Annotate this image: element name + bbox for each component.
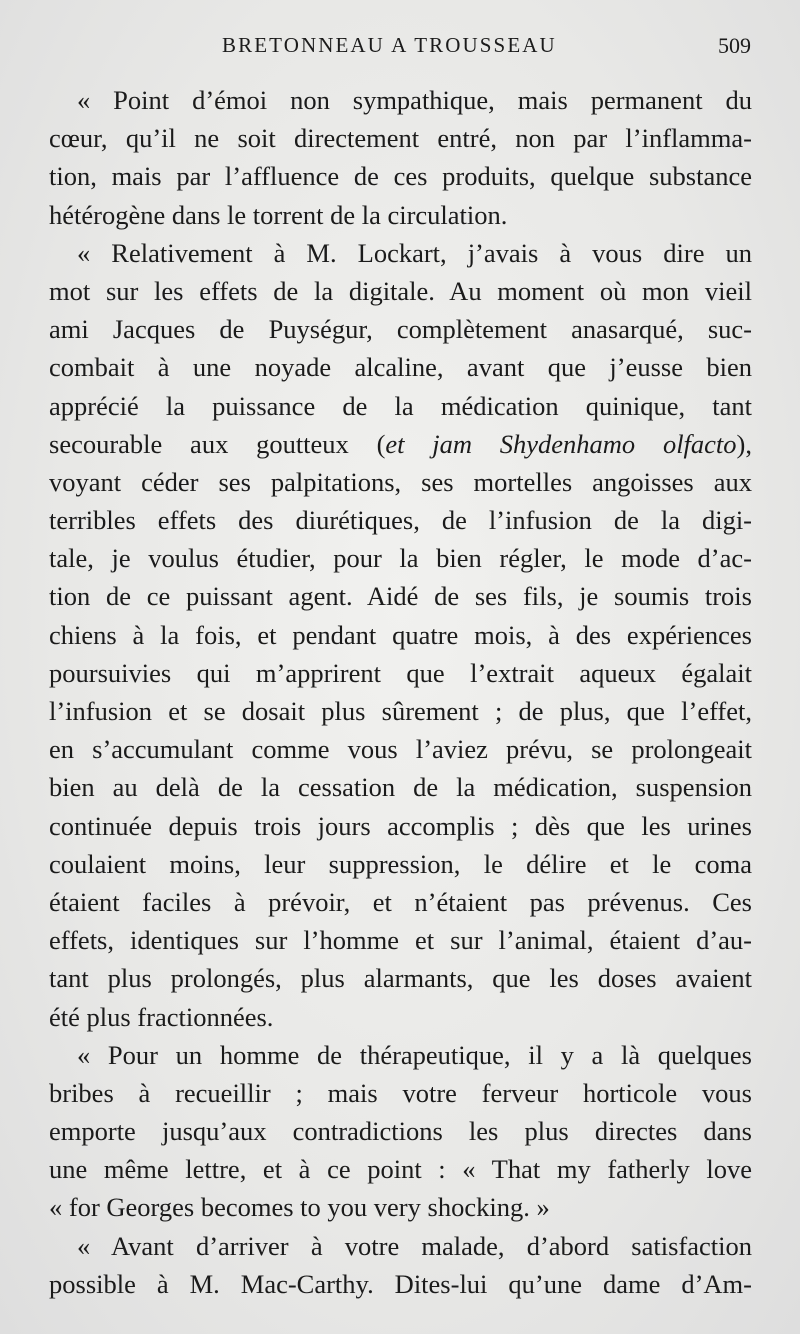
text-segment: ), (736, 428, 752, 459)
running-title: BRETONNEAU A TROUSSEAU (222, 33, 557, 57)
text-line: tale, je voulus étudier, pour la bien régler, le mode d’ac- (49, 543, 752, 574)
body-text (49, 81, 752, 1303)
text-line: bien au delà de la cessation de la médication, suspension (49, 772, 752, 803)
text-line: poursuivies qui m’apprirent que l’extrait aqueux égalait (49, 657, 752, 688)
text-line: hétérogène dans le torrent de la circulation. (49, 199, 508, 230)
text-line: effets, identiques sur l’homme et sur l’animal, étaient d’au- (49, 925, 752, 956)
text-line: tion de ce puissant agent. Aidé de ses fils, je soumis trois (49, 581, 752, 612)
text-line: chiens à la fois, et pendant quatre mois, à des expériences (49, 619, 752, 650)
text-line: apprécié la puissance de la médication quinique, tant (49, 390, 752, 421)
text-line: terribles effets des diurétiques, de l’infusion de la digi- (49, 505, 752, 536)
text-line: continuée depuis trois jours accomplis ; dès que les urines (49, 810, 752, 841)
text-line: tant plus prolongés, plus alarmants, que les doses avaient (49, 963, 752, 994)
text-line: emporte jusqu’aux contradictions les plus directes dans (49, 1116, 752, 1147)
text-line: « Avant d’arriver à votre malade, d’abord satisfaction (77, 1230, 752, 1261)
text-line: « for Georges becomes to you very shocking. » (49, 1192, 550, 1223)
text-line: voyant céder ses palpitations, ses mortelles angoisses aux (49, 466, 752, 497)
italic-phrase: et jam Shydenhamo olfacto (385, 428, 737, 459)
text-line: bribes à recueillir ; mais votre ferveur horticole vous (49, 1077, 752, 1108)
text-line: une même lettre, et à ce point : « That my fatherly love (49, 1154, 752, 1185)
text-line: l’infusion et se dosait plus sûrement ; de plus, que l’effet, (49, 696, 752, 726)
text-segment: secourable aux goutteux ( (49, 428, 386, 459)
text-line: « Point d’émoi non sympathique, mais permanent du (77, 85, 752, 115)
text-line: « Relativement à M. Lockart, j’avais à vous dire un (77, 237, 752, 268)
text-line: en s’accumulant comme vous l’aviez prévu, se prolongeait (49, 734, 752, 765)
running-head (0, 33, 800, 63)
text-line: mot sur les effets de la digitale. Au moment où mon vieil (49, 275, 752, 306)
text-line: combait à une noyade alcaline, avant que j’eusse bien (49, 352, 752, 383)
text-line: « Pour un homme de thérapeutique, il y a là quelques (77, 1039, 752, 1070)
text-line: été plus fractionnées. (49, 1001, 274, 1032)
text-line: cœur, qu’il ne soit directement entré, non par l’inflamma- (49, 123, 752, 154)
text-line: tion, mais par l’affluence de ces produits, quelque substance (49, 161, 752, 192)
page-number: 509 (718, 33, 751, 58)
text-line: possible à M. Mac-Carthy. Dites-lui qu’une dame d’Am- (49, 1268, 752, 1299)
text-line: étaient faciles à prévoir, et n’étaient pas prévenus. Ces (49, 886, 752, 917)
text-line-with-italic (49, 425, 752, 463)
text-line: coulaient moins, leur suppression, le délire et le coma (49, 848, 752, 879)
text-line: ami Jacques de Puységur, complètement anasarqué, suc- (49, 314, 752, 345)
